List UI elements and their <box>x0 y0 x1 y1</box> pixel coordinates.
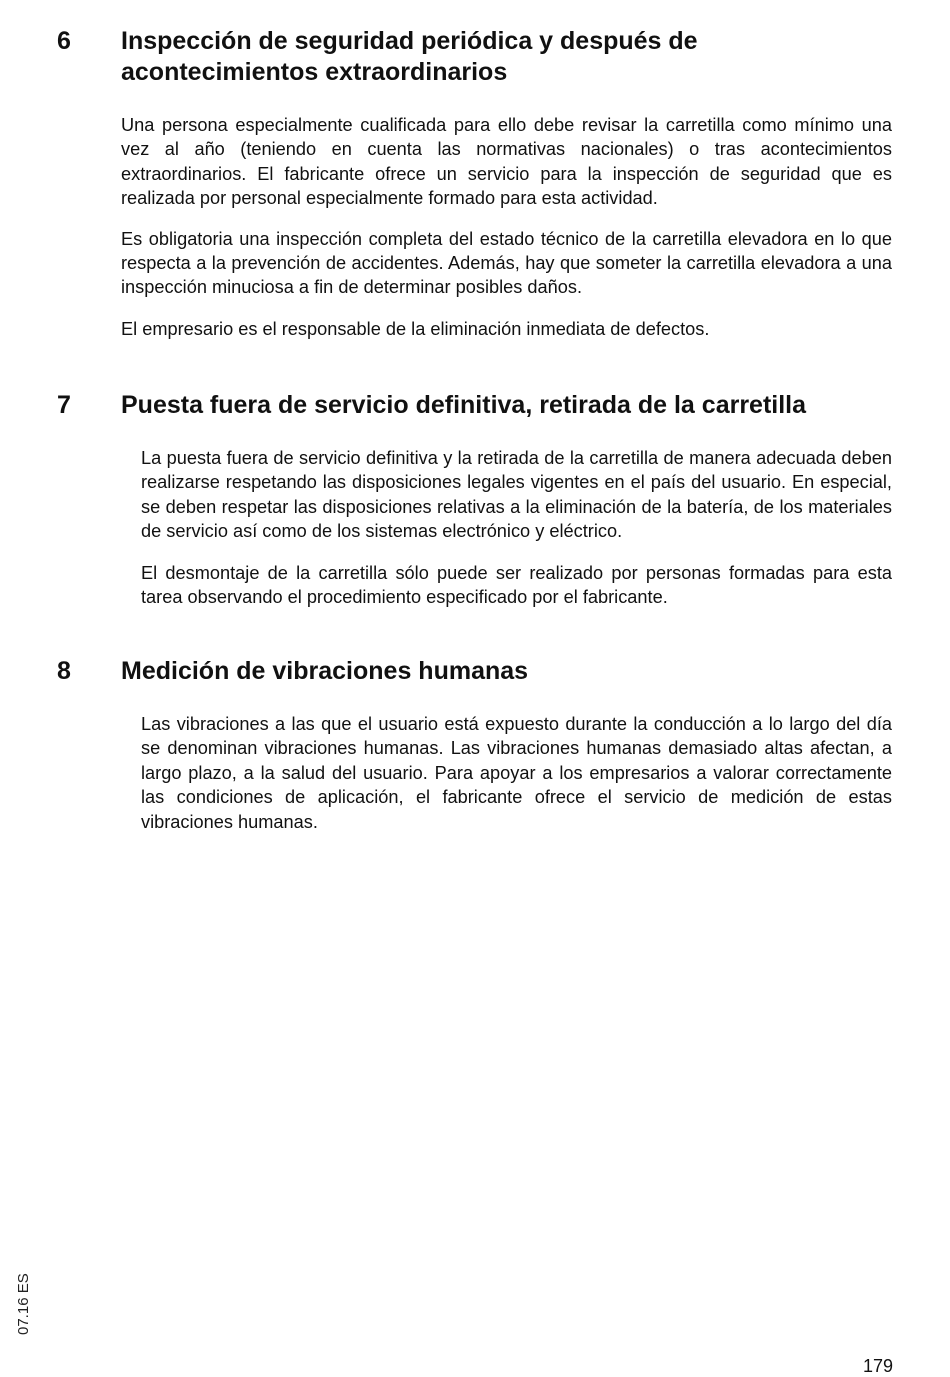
paragraph: Una persona especialmente cualificada para ello debe revisar la carretilla como mínimo una vez al año (teniendo en cuenta las normativas nacionales) o tras acontecimientos extraordinarios. El fabricante ofrece un servicio para la inspección de seguridad que es realizada por personal especialmente formado para esta actividad. <box>121 115 892 209</box>
paragraph: Es obligatoria una inspección completa del estado técnico de la carretilla elevadora en lo que respecta a la prevención de accidentes. Además, hay que someter la carretilla elevadora a una inspección minuciosa a fin de determinar posibles daños. <box>121 228 892 298</box>
paragraph: La puesta fuera de servicio definitiva y la retirada de la carretilla de manera adecuada deben realizarse respetando las disposiciones legales vigentes en el país del usuario. En especial, se deben respetar las disposiciones relativas a la eliminación de la batería, de los materiales de servicio así como de los sistemas electrónico y eléctrico. <box>141 448 892 542</box>
section-number: 8 <box>57 657 71 685</box>
section-title-line: acontecimientos extraordinarios <box>121 58 508 86</box>
section-heading <box>0 390 950 421</box>
paragraph: El desmontaje de la carretilla sólo puede ser realizado por personas formadas para esta tarea observando el procedimiento especificado por el fabricante. <box>141 562 892 608</box>
section-title <box>121 656 901 687</box>
section-heading <box>0 656 950 687</box>
section-title-line: Puesta fuera de servicio definitiva, retirada de la carretilla <box>121 391 807 419</box>
section-number: 7 <box>57 391 71 419</box>
edition-code: 07.16 ES <box>15 1273 32 1335</box>
section-heading <box>0 26 950 88</box>
section-title-line: Inspección de seguridad periódica y después de <box>121 27 698 55</box>
section-title-line: Medición de vibraciones humanas <box>121 657 529 685</box>
paragraph: El empresario es el responsable de la eliminación inmediata de defectos. <box>121 318 710 339</box>
section-8 <box>0 656 950 834</box>
paragraph: Las vibraciones a las que el usuario está expuesto durante la conducción a lo largo del día se denominan vibraciones humanas. Las vibraciones humanas demasiado altas afectan, a largo plazo, a la salud del usuario. Para apoyar a los empresarios a valorar correctamente las condiciones de aplicación, el fabricante ofrece el servicio de medición de estas vibraciones humanas. <box>141 714 892 832</box>
section-7 <box>0 390 950 609</box>
section-6 <box>0 26 950 341</box>
section-title <box>121 26 901 88</box>
section-number: 6 <box>57 27 71 55</box>
section-title <box>121 390 901 421</box>
page-number: 179 <box>862 1356 893 1376</box>
